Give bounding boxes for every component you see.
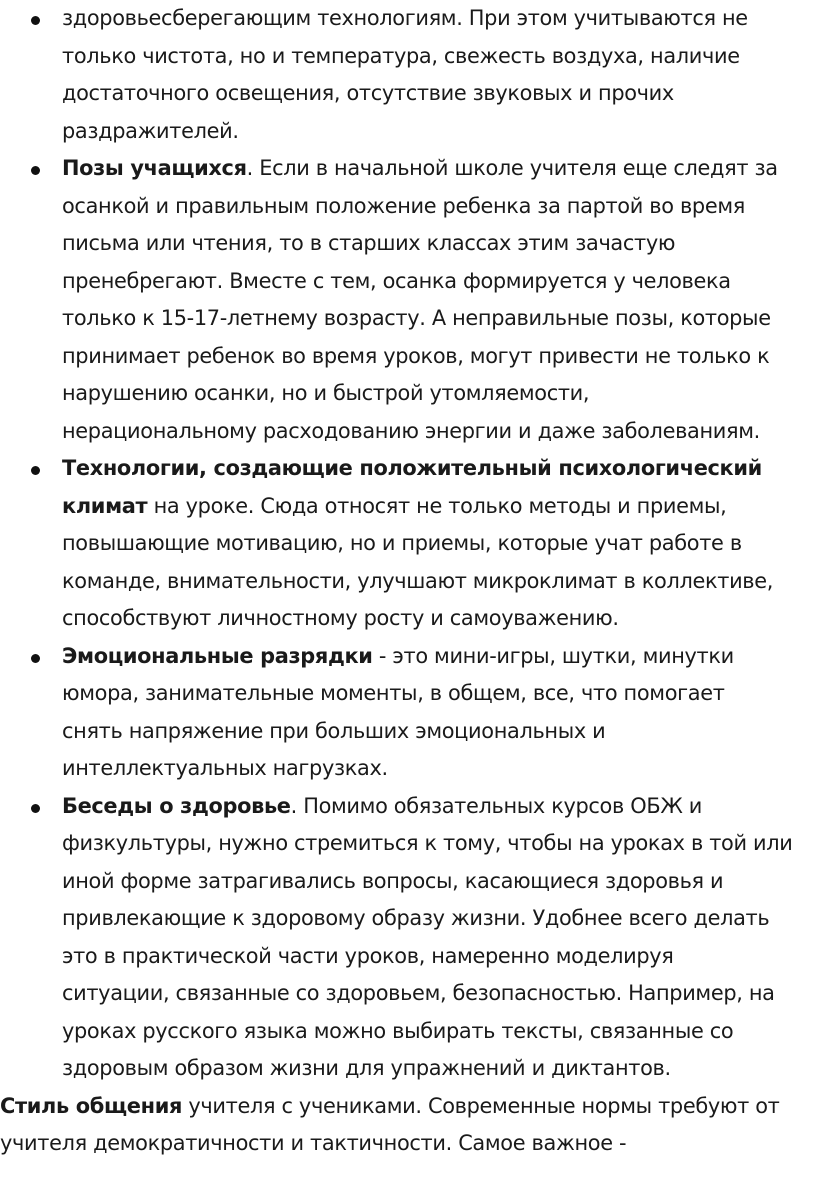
text-line: только к 15-17-летнему возрасту. А неправильные позы, которые — [62, 306, 771, 330]
text-line: команде, внимательности, улучшают микроклимат в коллективе, — [62, 568, 774, 593]
bold-term: Беседы о здоровье — [62, 793, 291, 818]
bullet-dot-icon — [31, 804, 40, 813]
list-item — [0, 450, 816, 638]
list-item — [0, 638, 816, 788]
bold-term: Эмоциональные разрядки — [62, 643, 373, 668]
text-line: только чистота, но и температура, свежесть воздуха, наличие — [62, 43, 740, 68]
text-line: повышающие мотивацию, но и приемы, которые учат работе в — [62, 531, 742, 555]
text-line: физкультуры, нужно стремиться к тому, чтобы на уроках в той или — [62, 831, 793, 855]
text-line: здоровым образом жизни для упражнений и диктантов. — [62, 1056, 671, 1080]
text-line: пренебрегают. Вместе с тем, осанка формируется у человека — [62, 268, 731, 293]
text-line: юмора, занимательные моменты, в общем, все, что помогает — [62, 681, 725, 705]
bold-term: климат — [62, 493, 148, 518]
text-line: уроках русского языка можно выбирать тексты, связанные со — [62, 1018, 734, 1043]
text-line: иной форме затрагивались вопросы, касающиеся здоровья и — [62, 868, 724, 893]
text-line: нерациональному расходованию энергии и даже заболеваниям. — [62, 418, 760, 443]
text-line: Беседы о здоровье. Помимо обязательных курсов ОБЖ и — [62, 793, 702, 818]
text-line — [62, 450, 812, 488]
text-line: это в практической части уроков, намеренно моделируя — [62, 943, 674, 968]
bullet-dot-icon — [31, 654, 40, 663]
text-line: принимает ребенок во время уроков, могут привести не только к — [62, 343, 770, 368]
text-line: письма или чтения, то в старших классах этим зачастую — [62, 231, 676, 255]
text-line: Стиль общения учителя с учениками. Современные нормы требуют от — [0, 1093, 780, 1118]
bold-term: Технологии, создающие положительный психологический — [62, 456, 762, 480]
list-item — [0, 150, 816, 450]
bullet-dot-icon — [31, 16, 40, 25]
list-item — [0, 0, 816, 150]
text-line: Позы учащихся. Если в начальной школе учителя еще следят за — [62, 156, 778, 180]
text-line: привлекающие к здоровому образу жизни. Удобнее всего делать — [62, 906, 770, 930]
text-line: способствуют личностному росту и самоуважению. — [62, 606, 619, 630]
text-line: снять напряжение при больших эмоциональных и — [62, 718, 606, 743]
text-line: учителя демократичности и тактичности. Самое важное - — [0, 1131, 627, 1155]
bold-term: Стиль общения — [0, 1093, 183, 1118]
text-line: раздражителей. — [62, 118, 239, 143]
text-line: достаточного освещения, отсутствие звуковых и прочих — [62, 81, 674, 105]
text-line: нарушению осанки, но и быстрой утомляемости, — [62, 381, 590, 405]
bullet-dot-icon — [31, 466, 40, 475]
text-line: климат на уроке. Сюда относят не только методы и приемы, — [62, 493, 727, 518]
bullet-dot-icon — [31, 166, 40, 175]
text-line: здоровьесберегающим технологиям. При этом учитываются не — [62, 6, 748, 30]
text-line: осанкой и правильным положение ребенка за партой во время — [62, 193, 745, 218]
text-line: интеллектуальных нагрузках. — [62, 756, 388, 780]
text-line: ситуации, связанные со здоровьем, безопасностью. Например, на — [62, 981, 775, 1005]
list-item — [0, 788, 816, 1088]
closing-paragraph — [0, 1088, 816, 1163]
bold-term: Позы учащихся — [62, 156, 247, 180]
text-line: Эмоциональные разрядки - это мини-игры, шутки, минутки — [62, 643, 734, 668]
